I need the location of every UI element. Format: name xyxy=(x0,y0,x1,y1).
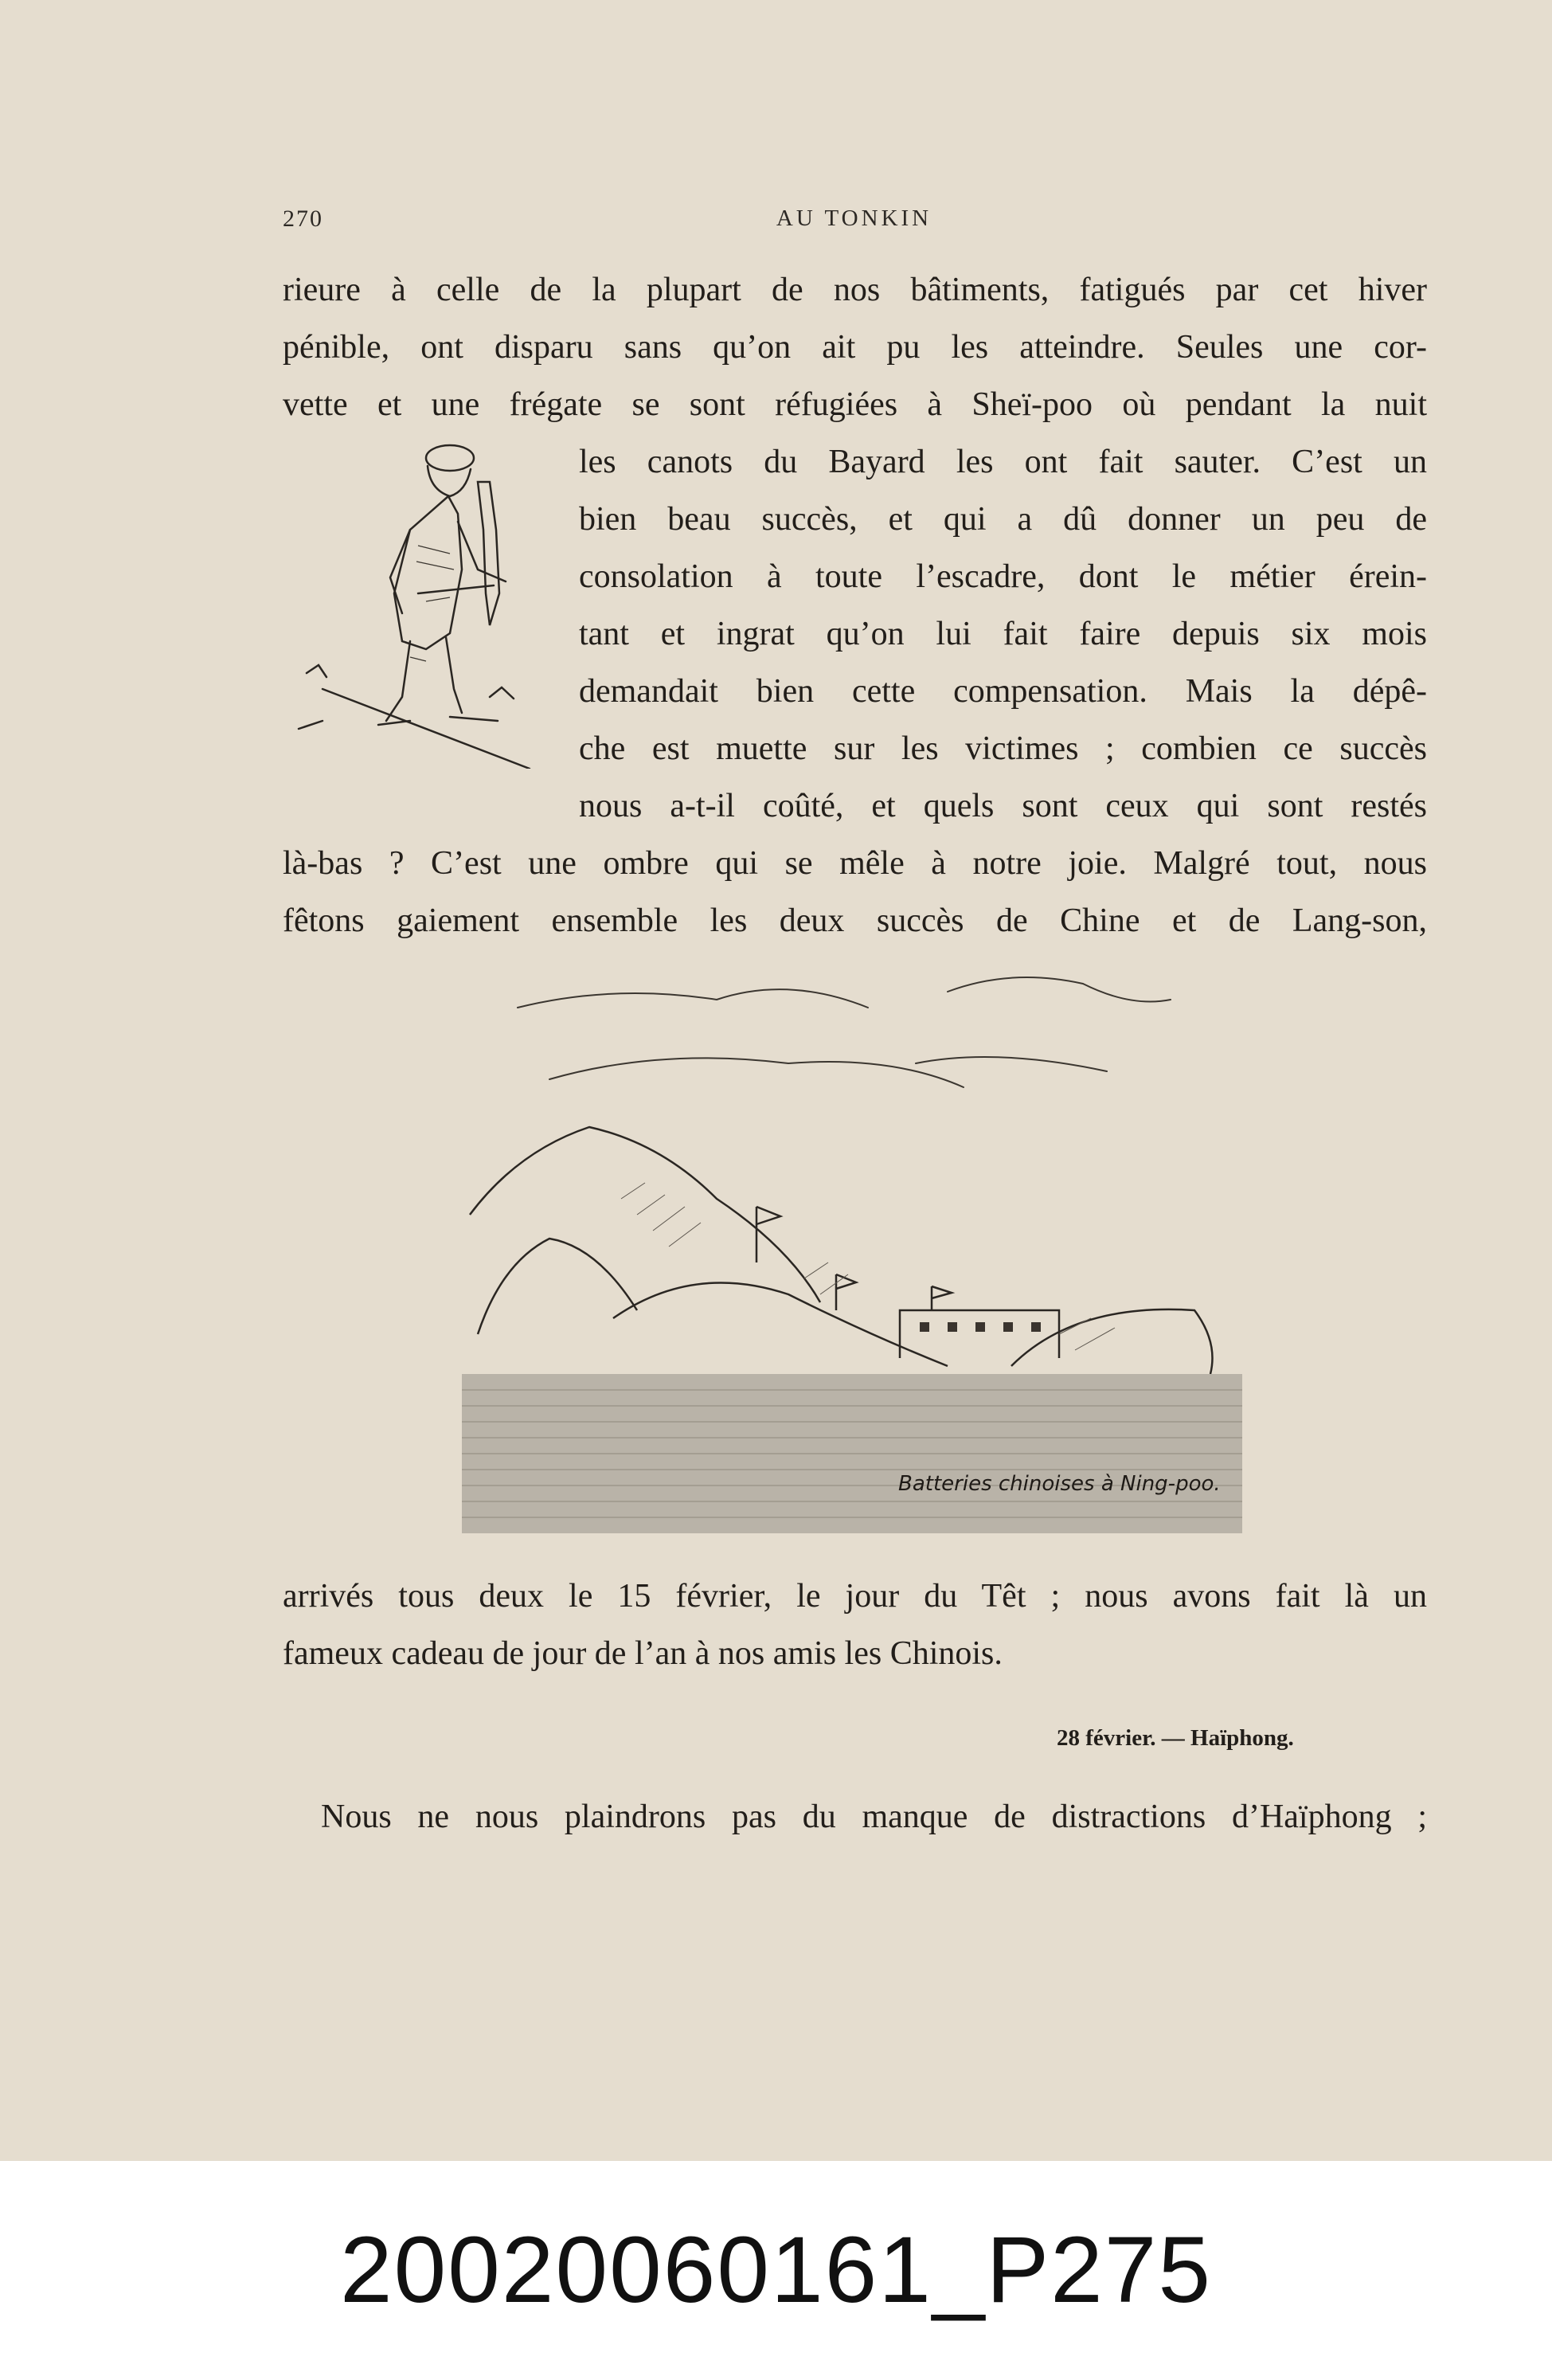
text-line: nous a-t-il coûté, et quels sont ceux qui sont restés xyxy=(579,788,1427,824)
running-head: AU TONKIN xyxy=(776,206,932,231)
dateline: 28 février. — Haïphong. xyxy=(1057,1725,1294,1751)
figure-caption: Batteries chinoises à Ning-poo. xyxy=(898,1472,1221,1496)
text-line: pénible, ont disparu sans qu’on ait pu les atteindre. Seules une cor- xyxy=(283,329,1427,366)
text-line: fêtons gaiement ensemble les deux succès de Chine et de Lang-son, xyxy=(283,902,1427,939)
text-line: Nous ne nous plaindrons pas du manque de distractions d’Haïphong ; xyxy=(321,1799,1427,1835)
text-line: consolation à toute l’escadre, dont le métier érein- xyxy=(579,558,1427,595)
text-line: là-bas ? C’est une ombre qui se mêle à notre joie. Malgré tout, nous xyxy=(283,845,1427,882)
text-line: demandait bien cette compensation. Mais la dépê- xyxy=(579,673,1427,710)
page-header xyxy=(283,206,1425,237)
text-line: fameux cadeau de jour de l’an à nos amis les Chinois. xyxy=(283,1635,1003,1672)
text-line: bien beau succès, et qui a dû donner un peu de xyxy=(579,501,1427,538)
fort-illustration xyxy=(454,960,1250,1533)
text-line: vette et une frégate se sont réfugiées à Sheï-poo où pendant la nuit xyxy=(283,386,1427,423)
page-number: 270 xyxy=(283,206,323,232)
text-line: les canots du Bayard les ont fait sauter. C’est un xyxy=(579,444,1427,480)
worker-illustration xyxy=(291,434,541,769)
text-line: che est muette sur les victimes ; combien ce succès xyxy=(579,730,1427,767)
text-line: tant et ingrat qu’on lui fait faire depuis six mois xyxy=(579,616,1427,652)
text-line: rieure à celle de la plupart de nos bâtiments, fatigués par cet hiver xyxy=(283,272,1427,308)
archive-id-label: 20020060161_P275 xyxy=(0,2161,1552,2380)
text-line: arrivés tous deux le 15 février, le jour du Têt ; nous avons fait là un xyxy=(283,1578,1427,1615)
